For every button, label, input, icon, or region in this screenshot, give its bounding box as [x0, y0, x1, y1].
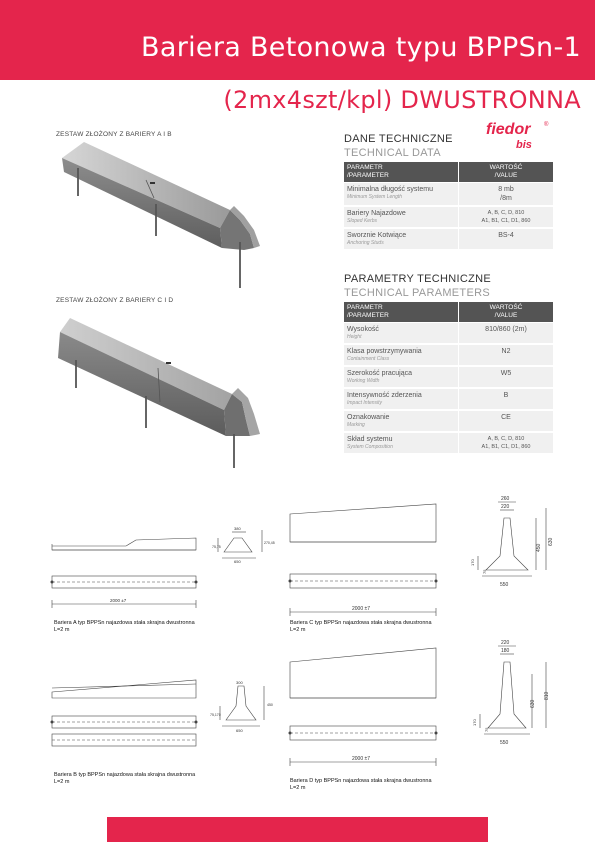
- drawing-barrier-c: [286, 494, 556, 618]
- dim-top-inner: 180: [501, 648, 510, 654]
- table-row: Oznakowanie Marking CE: [344, 410, 553, 432]
- drawing-a-caption: Bariera A typ BPPSn najazdowa stała skrajna dwustronna L=2 m: [54, 620, 195, 633]
- footer-bar: [107, 817, 488, 842]
- dim-h1: 630: [530, 699, 536, 708]
- dim-left: 75,75: [212, 545, 221, 549]
- drawing-d-caption: Bariera D typ BPPSn najazdowa stała skrajna dwustronna L=2 m: [290, 778, 432, 791]
- page-title: Bariera Betonowa typu BPPSn-1: [141, 32, 581, 63]
- header-param: PARAMETR /PARAMETER: [344, 162, 459, 183]
- barrier-set-cd-render: [54, 310, 276, 470]
- header-value: WARTOŚĆ /VALUE: [459, 302, 554, 323]
- logo-registered-mark: ®: [544, 122, 549, 128]
- technical-data-subtitle: TECHNICAL DATA: [344, 147, 441, 159]
- dim-right: 450: [267, 703, 273, 707]
- table-row: Szerokość pracująca Working Width W5: [344, 366, 553, 388]
- table-row: Sworznie Kotwiące Anchoring Studs BS-4: [344, 228, 553, 250]
- drawing-c-caption: Bariera C typ BPPSn najazdowa stała skrajna dwustronna L=2 m: [290, 620, 432, 633]
- technical-parameters-title: PARAMETRY TECHNICZNE: [344, 273, 491, 285]
- table-row: Intensywność zderzenia Impact Intensity B: [344, 388, 553, 410]
- dim-top: 300: [236, 680, 243, 685]
- drawing-barrier-d: [286, 634, 556, 772]
- header-param: PARAMETR /PARAMETER: [344, 302, 459, 323]
- logo-sub: bis: [516, 139, 532, 151]
- dim-base: 550: [500, 740, 509, 746]
- barrier-set-ab-render: [54, 138, 274, 290]
- table-header-row: [344, 162, 553, 183]
- fiedor-bis-logo: [484, 117, 552, 157]
- technical-parameters-subtitle: TECHNICAL PARAMETERS: [344, 287, 490, 299]
- dim-top: 260: [501, 496, 510, 502]
- table-row: Skład systemu System Composition A, B, C, D, 810 A1, B1, C1, D1, 860: [344, 432, 553, 454]
- dim-top: 380: [234, 526, 241, 531]
- dim-right: 270,45: [264, 541, 275, 545]
- table-header-row: [344, 302, 553, 323]
- logo-text: fiedor: [486, 121, 531, 138]
- drawing-b-caption: Bariera B typ BPPSn najazdowa stała skrajna dwustronna L=2 m: [54, 772, 196, 785]
- dim-top-inner: 220: [501, 504, 510, 510]
- dim-h1: 450: [536, 543, 542, 552]
- dim-l1: 170: [472, 719, 477, 726]
- technical-data-table: [344, 162, 553, 251]
- dim-length: 2000 ±7: [110, 598, 127, 603]
- drawing-barrier-b: [46, 676, 286, 772]
- dim-l2: 75: [484, 727, 489, 732]
- dim-l1: 170: [470, 559, 475, 566]
- page-subtitle: (2mx4szt/kpl) DWUSTRONNA: [223, 86, 581, 114]
- dim-base: 650: [234, 559, 241, 564]
- dim-left: 75,170: [210, 713, 221, 717]
- set-ab-label: ZESTAW ZŁOŻONY Z BARIERY A I B: [56, 131, 172, 138]
- dim-length: 2000 ±7: [352, 606, 371, 612]
- table-row: Klasa powstrzymywania Containment Class N2: [344, 344, 553, 366]
- table-row: Wysokość Height 810/860 (2m): [344, 323, 553, 345]
- set-cd-label: ZESTAW ZŁOŻONY Z BARIERY C I D: [56, 297, 174, 304]
- dim-base: 650: [236, 728, 243, 733]
- dim-l2: 75: [482, 569, 487, 574]
- dim-length: 2000 ±7: [352, 756, 371, 762]
- dim-base: 550: [500, 582, 509, 588]
- drawing-barrier-a: [46, 518, 286, 618]
- dim-top: 220: [501, 640, 510, 646]
- dim-h2: 810: [544, 691, 550, 700]
- header-banner: [0, 0, 595, 80]
- header-value: WARTOŚĆ /VALUE: [459, 162, 554, 183]
- dim-h2: 630: [548, 537, 554, 546]
- technical-parameters-table: [344, 302, 553, 455]
- table-row: Bariery Najazdowe Sloped Kerbs A, B, C, D, 810 A1, B1, C1, D1, 860: [344, 206, 553, 228]
- technical-data-title: DANE TECHNICZNE: [344, 133, 453, 145]
- table-row: Minimalna długość systemu Minimum System Length 8 mb /8m: [344, 183, 553, 207]
